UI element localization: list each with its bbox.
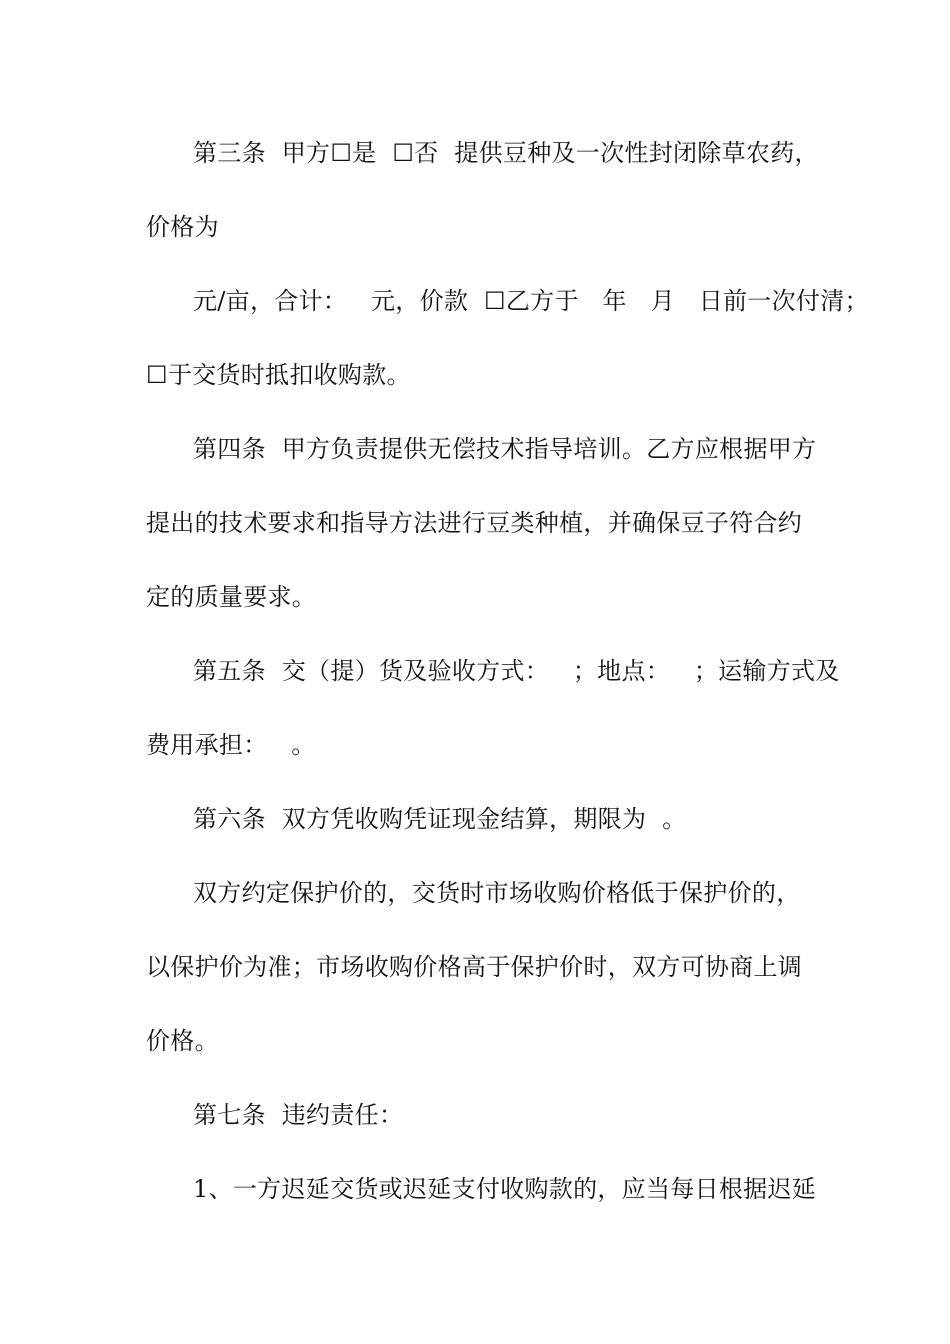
article-4-line-2: 提出的技术要求和指导方法进行豆类种植，并确保豆子符合约 bbox=[146, 509, 803, 537]
article-6-line-1: 第六条 双方凭收购凭证现金结算，期限为 。 bbox=[193, 805, 687, 833]
article-4-line-1: 第四条 甲方负责提供无偿技术指导培训。乙方应根据甲方 bbox=[193, 435, 817, 463]
article-6-para-2-line-3: 价格。 bbox=[146, 1027, 219, 1055]
article-5-line-1: 第五条 交（提）货及验收方式： ；地点： ；运输方式及 bbox=[193, 657, 840, 685]
article-3-line-2: 价格为 bbox=[146, 213, 219, 241]
article-4-line-3: 定的质量要求。 bbox=[146, 583, 317, 611]
article-7-heading: 第七条 违约责任： bbox=[193, 1101, 404, 1129]
article-7-item-1-line-1: 1、一方迟延交货或迟延支付收购款的，应当每日根据迟延 bbox=[193, 1175, 817, 1203]
article-5-line-2: 费用承担： 。 bbox=[146, 731, 316, 759]
article-3-line-3: 元/亩，合计： 元，价款 ☐乙方于 年 月 日前一次付清； bbox=[193, 287, 869, 315]
article-6-para-2-line-1: 双方约定保护价的，交货时市场收购价格低于保护价的， bbox=[193, 879, 801, 907]
article-3-line-1: 第三条 甲方☐是 ☐否 提供豆种及一次性封闭除草农药， bbox=[193, 139, 819, 167]
article-6-para-2-line-2: 以保护价为准；市场收购价格高于保护价时，双方可协商上调 bbox=[146, 953, 803, 981]
article-3-line-4: ☐于交货时抵扣收购款。 bbox=[146, 361, 411, 389]
